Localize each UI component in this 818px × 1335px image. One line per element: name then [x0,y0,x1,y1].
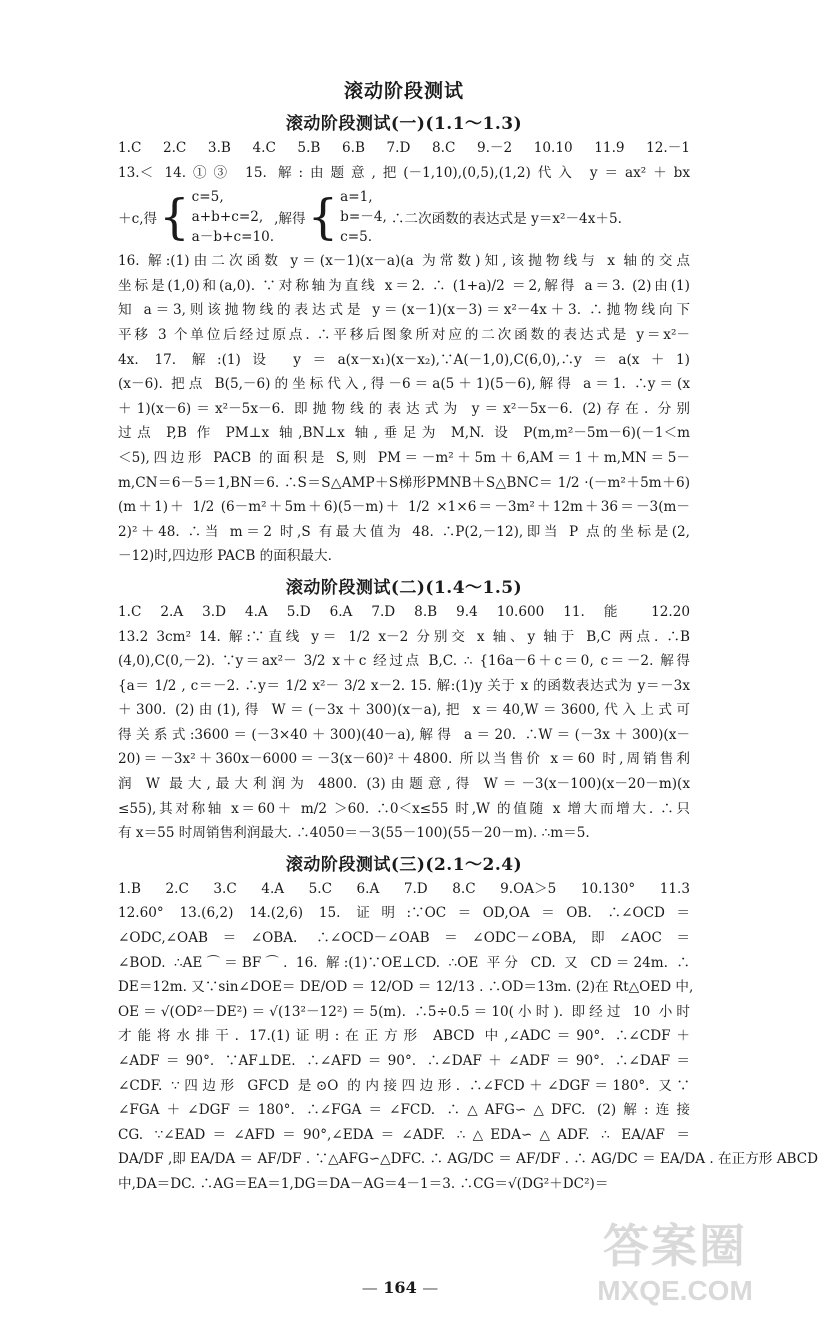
text-line: m,CN＝6－5＝1,BN＝6. ∴S＝S△AMP＋S梯形PMNB＋S△BNC＝ 1/2 ·(－m²＋5m＋6) [118,474,690,491]
text-line: ＋300. (2)由(1),得 W＝(－3x＋300)(x－a),把 x＝40,W＝3600,代入上式可 [118,702,690,719]
text-line: 12.60° 13.(6,2) 14.(2,6) 15. 证明:∵OC＝OD,OA＝OB. ∴∠OCD＝ [118,905,690,922]
text-line: OE＝√(OD²－DE²)＝√(13²－12²)＝5(m). ∴5÷0.5＝10(小时). 即经过 10 小时 [118,1003,690,1020]
system-rows [192,187,274,247]
brace-glyph: { [307,189,339,246]
system-pre: ＋c,得 [118,211,158,228]
text-line: ∠CDF. ∵四边形 GFCD 是⊙O 的内接四边形. ∴∠FCD＋∠DGF＝180°. 又∵ [118,1077,690,1094]
section-title-1: 滚动阶段测试(一)(1.1～1.3) [285,114,523,134]
brace-glyph: { [159,189,190,246]
answer-page [118,72,818,1197]
text-line: 1.C 2.A 3.D 4.A 5.D 6.A 7.D 8.B 9.4 10.600 11. 能 12.20 [118,603,690,620]
page-number-dash: — [361,1278,378,1297]
page-number-value: 164 [383,1278,417,1297]
system-row: c=5, [191,189,224,206]
section-title-3: 滚动阶段测试(三)(2.1～2.4) [285,854,523,875]
text-line: ∠FGA＋∠DGF＝180°. ∴∠FGA＝∠FCD. ∴△AFG∽△DFC. (2)解:连接 [118,1102,690,1119]
text-line: 知 a＝3,则该抛物线的表达式是 y＝(x－1)(x－3)＝x²－4x＋3. ∴抛物线向下 [118,302,690,319]
system-row: a+b+c=2, [191,209,264,226]
system-row: b=－4, [340,209,387,226]
page-title: 滚动阶段测试 [343,80,464,102]
text-line: －12)时,四边形 PACB 的面积最大. [118,548,332,565]
text-line: 平移 3 个单位后经过原点. ∴平移后图象所对应的二次函数的表达式是 y＝x²－ [118,326,690,343]
text-line: DE＝12m. 又∵sin∠DOE＝ DE/OD ＝ 12/OD ＝ 12/13 . ∴OD＝13m. (2)在 Rt△OED 中, [118,979,694,996]
system-rows [340,187,387,247]
text-line: 才能将水排干. 17.(1)证明:在正方形 ABCD 中,∠ADC＝90°. ∴∠CDF＋ [118,1028,690,1045]
text-line: 得关系式:3600＝(－3×40＋300)(40－a),解得 a＝20. ∴W＝(－3x＋300)(x－ [118,726,690,743]
text-line: {a＝ 1/2 , c＝－2. ∴y＝ 1/2 x²－ 3/2 x－2. 15. 解:(1)y 关于 x 的函数表达式为 y＝－3x [118,677,690,694]
text-line: 13.＜ 14.①③ 15. 解:由题意,把(－1,10),(0,5),(1,2)代入 y＝ax²＋bx [118,164,690,181]
text-line: (m＋1)＋ 1/2 (6－m²＋5m＋6)(5－m)＋ 1/2 ×1×6＝－3m²＋12m＋36＝－3(m－ [118,499,690,516]
system-row: a－b+c=10. [191,229,275,246]
text-line: ＜5),四边形 PACB 的面积是 S,则 PM＝－m²＋5m＋6,AM＝1＋m,MN＝5－ [118,449,690,466]
equation-system [118,185,690,249]
text-line: 13.2 3cm² 14. 解:∵直线 y＝ 1/2 x－2 分别交 x 轴、y 轴于 B,C 两点. ∴B [118,628,690,645]
system-post: ∴二次函数的表达式是 y＝x²－4x＋5. [390,211,622,228]
text-line: ＋1)(x－6)＝x²－5x－6. 即抛物线的表达式为 y＝x²－5x－6. (2)存在. 分别 [118,400,690,417]
text-line: ∠BOD. ∴AE⌒＝BF⌒. 16. 解:(1)∵OE⊥CD. ∴OE 平分 CD. 又 CD＝24m. ∴ [118,954,690,971]
text-line: 4x. 17. 解:(1)设 y＝a(x－x₁)(x－x₂),∵A(－1,0),C(6,0),∴y＝a(x＋1) [118,351,690,368]
system-mid: ,解得 [274,211,306,228]
text-line: 过点 P,B 作 PM⊥x 轴,BN⊥x 轴,垂足为 M,N. 设 P(m,m²－5m－6)(－1＜m [118,425,690,442]
watermark-url: MXQE.COM [597,1275,753,1306]
text-line: 坐标是(1,0)和(a,0). ∵对称轴为直线 x＝2. ∴ (1+a)/2 ＝2,解得 a＝3. (2)由(1) [118,277,690,294]
text-line: (4,0),C(0,－2). ∵y＝ax²－ 3/2 x＋c 经过点 B,C. ∴ {16a－6＋c＝0, c＝－2. 解得 [118,653,690,670]
text-line: ∠ODC,∠OAB＝∠OBA. ∴∠OCD－∠OAB＝∠ODC－∠OBA,即∠AOC＝ [118,930,690,947]
system-row: a=1, [340,189,373,206]
text-line: CG. ∵∠EAD＝∠AFD＝90°,∠EDA＝∠ADF. ∴△EDA∽△ADF. ∴ EA/AF ＝ [118,1126,690,1143]
text-line: 中,DA＝DC. ∴AG＝EA＝1,DG＝DA－AG＝4－1＝3. ∴CG＝√(DG²＋DC²)＝ [118,1175,609,1192]
text-line: 1.B 2.C 3.C 4.A 5.C 6.A 7.D 8.C 9.OA＞5 10.130° 11.3 [118,880,690,897]
page-number-dash: — [422,1278,439,1297]
text-line: (x－6). 把点 B(5,－6)的坐标代入,得－6＝a(5＋1)(5－6),解得 a＝1. ∴y＝(x [118,376,690,393]
system-row: c=5. [340,229,373,246]
text-line: 1.C 2.C 3.B 4.C 5.B 6.B 7.D 8.C 9.－2 10.10 11.9 12.－1 [118,140,690,156]
text-line: ∠ADF＝90°. ∵AF⊥DE. ∴∠AFD＝90°. ∴∠DAF＋∠ADF＝90°. ∴∠DAF＝ [118,1053,690,1069]
text-line: 2)²＋48. ∴当 m＝2 时,S 有最大值为 48. ∴P(2,－12),即当 P 点的坐标是(2, [118,523,690,540]
text-line: 有 x＝55 时周销售利润最大. ∴4050＝－3(55－100)(55－20－m). ∴m＝5. [118,825,590,842]
text-line: 16. 解:(1)由二次函数 y＝(x－1)(x－a)(a 为常数)知,该抛物线与 x 轴的交点 [118,253,690,270]
text-line: ≤55),其对称轴 x＝60＋ m/2 ＞60. ∴0＜x≤55 时,W 的值随 x 增大而增大. ∴只 [118,800,690,817]
text-line: 润 W 最大,最大利润为 4800. (3)由题意,得 W＝－3(x－100)(x－20－m)(x [118,776,690,793]
watermark-text: 答案圈 [603,1219,747,1273]
watermark-logo [560,1218,790,1328]
text-line: DA/DF ,即 EA/DA ＝ AF/DF . ∵△AFG∽△DFC. ∴ AG/DC ＝ AF/DF . ∴ AG/DC ＝ EA/DA . 在正方形 ABCD [118,1151,818,1168]
section-title-2: 滚动阶段测试(二)(1.4～1.5) [285,577,523,598]
text-line: 20)＝－3x²＋360x－6000＝－3(x－60)²＋4800. 所以当售价 x＝60 时,周销售利 [118,751,690,768]
